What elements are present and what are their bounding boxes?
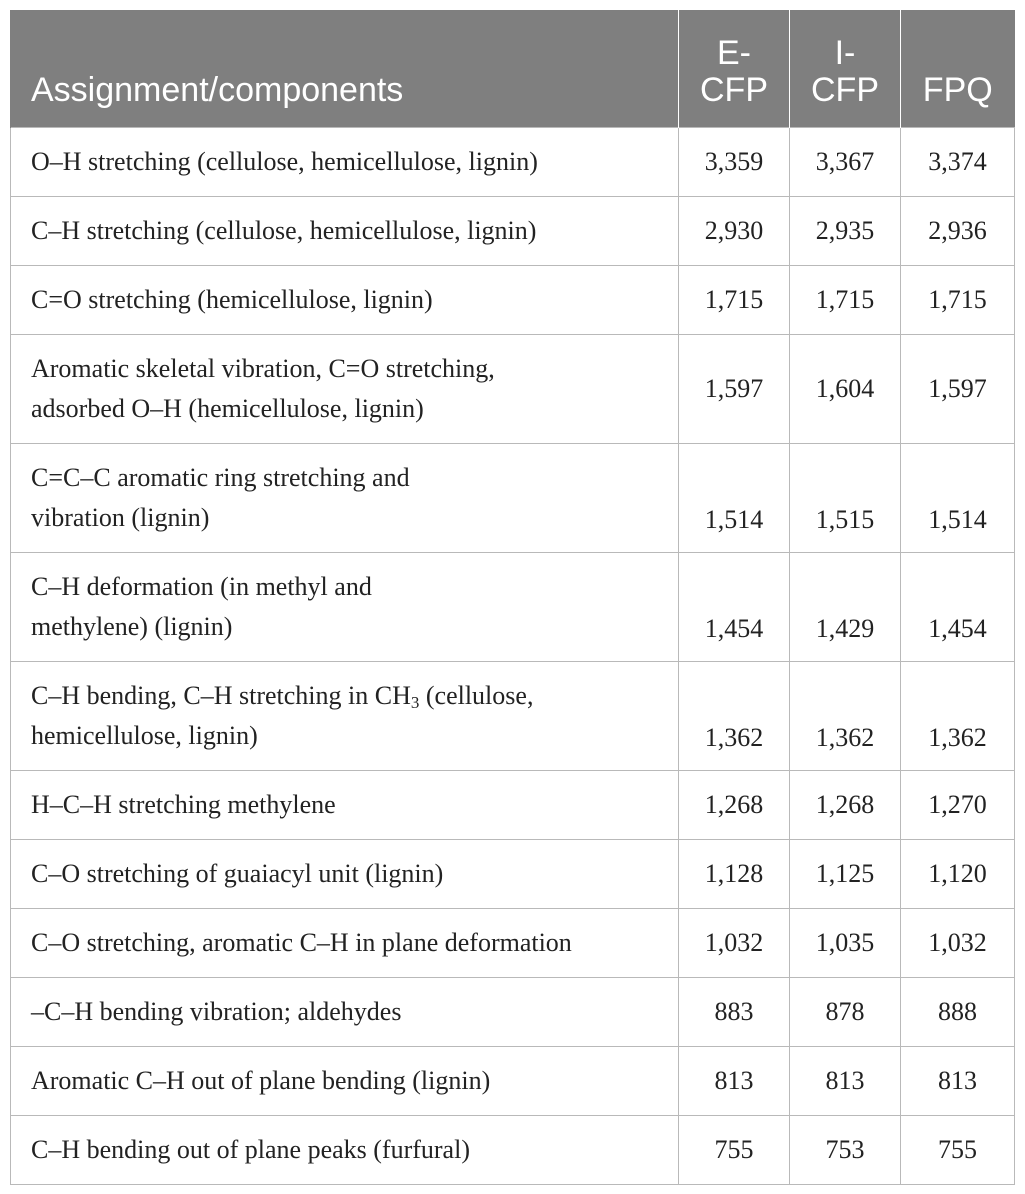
value-i-cfp: 3,367 <box>790 127 901 196</box>
table-row <box>11 977 1015 1046</box>
value-e-cfp: 1,715 <box>679 265 790 334</box>
value-i-cfp: 1,604 <box>790 334 901 443</box>
value-fpq: 1,032 <box>901 908 1015 977</box>
value-fpq: 2,936 <box>901 196 1015 265</box>
row-label: Aromatic C–H out of plane bending (lignin) <box>11 1046 679 1115</box>
value-i-cfp: 878 <box>790 977 901 1046</box>
value-e-cfp: 1,032 <box>679 908 790 977</box>
value-e-cfp: 755 <box>679 1115 790 1184</box>
table-row <box>11 443 1015 552</box>
table-row <box>11 1115 1015 1184</box>
row-label: C–O stretching of guaiacyl unit (lignin) <box>11 839 679 908</box>
value-e-cfp: 1,597 <box>679 334 790 443</box>
row-label: O–H stretching (cellulose, hemicellulose, lignin) <box>11 127 679 196</box>
value-i-cfp: 1,429 <box>790 552 901 661</box>
row-label: Aromatic skeletal vibration, C=O stretching, adsorbed O–H (hemicellulose, lignin) <box>11 334 679 443</box>
row-label: –C–H bending vibration; aldehydes <box>11 977 679 1046</box>
value-fpq: 1,514 <box>901 443 1015 552</box>
row-label: C–H bending out of plane peaks (furfural) <box>11 1115 679 1184</box>
row-label: C–H stretching (cellulose, hemicellulose, lignin) <box>11 196 679 265</box>
header-row <box>11 10 1015 127</box>
value-fpq: 813 <box>901 1046 1015 1115</box>
table-row <box>11 265 1015 334</box>
value-fpq: 1,597 <box>901 334 1015 443</box>
table-row <box>11 552 1015 661</box>
row-label: C=O stretching (hemicellulose, lignin) <box>11 265 679 334</box>
header-assignment: Assignment/components <box>11 10 679 127</box>
value-i-cfp: 2,935 <box>790 196 901 265</box>
value-i-cfp: 1,125 <box>790 839 901 908</box>
value-fpq: 755 <box>901 1115 1015 1184</box>
value-e-cfp: 1,514 <box>679 443 790 552</box>
value-fpq: 3,374 <box>901 127 1015 196</box>
value-fpq: 888 <box>901 977 1015 1046</box>
header-e-cfp: E- CFP <box>679 10 790 127</box>
value-e-cfp: 3,359 <box>679 127 790 196</box>
row-label: C=C–C aromatic ring stretching and vibration (lignin) <box>11 443 679 552</box>
ftir-assignment-table <box>10 10 1015 1185</box>
table-row <box>11 839 1015 908</box>
value-e-cfp: 813 <box>679 1046 790 1115</box>
row-label: C–H bending, C–H stretching in $CH_3$ (cellulose, hemicellulose, lignin) <box>11 661 679 770</box>
value-fpq: 1,454 <box>901 552 1015 661</box>
row-label: C–H deformation (in methyl and methylene) (lignin) <box>11 552 679 661</box>
table-row <box>11 770 1015 839</box>
value-e-cfp: 1,128 <box>679 839 790 908</box>
table-row <box>11 661 1015 770</box>
row-label: C–O stretching, aromatic C–H in plane deformation <box>11 908 679 977</box>
header-fpq: FPQ <box>901 10 1015 127</box>
value-i-cfp: 1,268 <box>790 770 901 839</box>
table-row <box>11 334 1015 443</box>
value-e-cfp: 1,454 <box>679 552 790 661</box>
value-i-cfp: 1,362 <box>790 661 901 770</box>
value-i-cfp: 753 <box>790 1115 901 1184</box>
table-row <box>11 1046 1015 1115</box>
table-row <box>11 908 1015 977</box>
header-i-cfp: I- CFP <box>790 10 901 127</box>
value-e-cfp: 883 <box>679 977 790 1046</box>
value-fpq: 1,270 <box>901 770 1015 839</box>
value-fpq: 1,120 <box>901 839 1015 908</box>
value-fpq: 1,362 <box>901 661 1015 770</box>
value-e-cfp: 2,930 <box>679 196 790 265</box>
table-row <box>11 196 1015 265</box>
value-e-cfp: 1,362 <box>679 661 790 770</box>
value-e-cfp: 1,268 <box>679 770 790 839</box>
row-label: H–C–H stretching methylene <box>11 770 679 839</box>
value-i-cfp: 813 <box>790 1046 901 1115</box>
value-fpq: 1,715 <box>901 265 1015 334</box>
value-i-cfp: 1,035 <box>790 908 901 977</box>
ftir-table-container <box>10 10 1014 1185</box>
value-i-cfp: 1,715 <box>790 265 901 334</box>
value-i-cfp: 1,515 <box>790 443 901 552</box>
table-row <box>11 127 1015 196</box>
